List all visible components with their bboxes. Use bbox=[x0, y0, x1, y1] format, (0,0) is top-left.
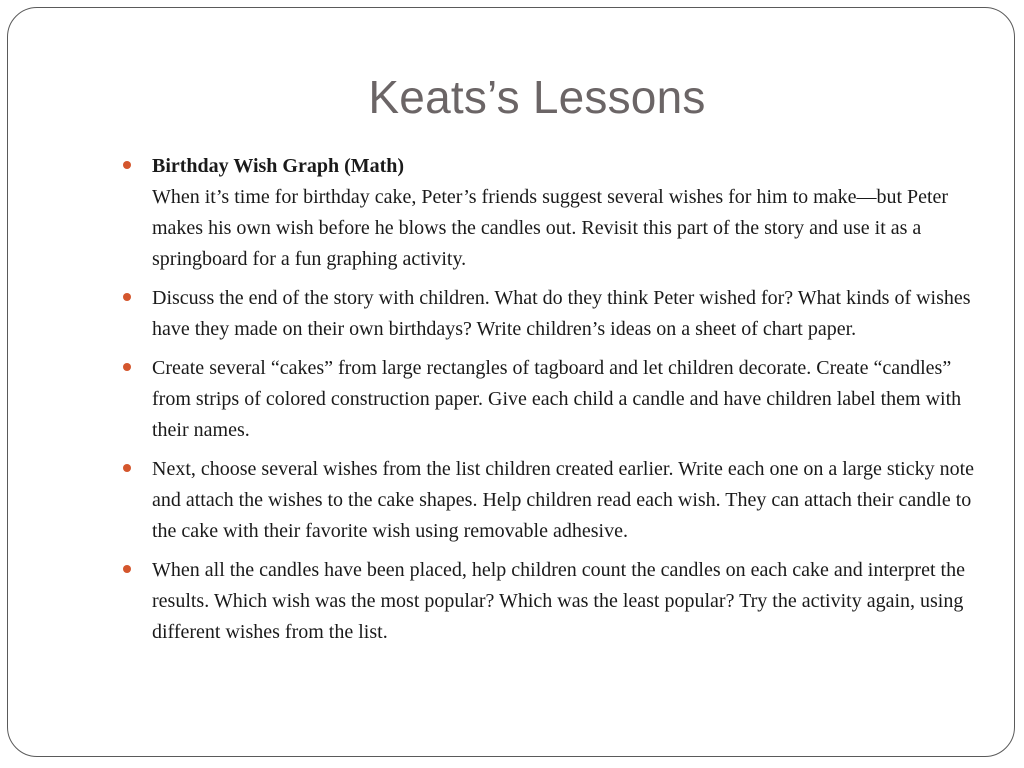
bullet-dot-icon bbox=[123, 363, 131, 371]
bullet-item bbox=[121, 353, 981, 446]
bullet-dot-icon bbox=[123, 161, 131, 169]
bullet-item bbox=[121, 283, 981, 345]
bullet-list bbox=[121, 151, 981, 656]
bullet-text: Next, choose several wishes from the list children created earlier. Write each one on a large sticky note and attach the wishes to the cake shapes. Help children read each wish. They can attach their candle to the cake with their favorite wish using removable adhesive. bbox=[152, 458, 975, 542]
bullet-heading: Birthday Wish Graph (Math) bbox=[152, 155, 405, 177]
bullet-text: Discuss the end of the story with children. What do they think Peter wished for? What kinds of wishes have they made on their own birthdays? Write children’s ideas on a sheet of chart paper. bbox=[152, 287, 971, 340]
slide-title: Keats’s Lessons bbox=[368, 71, 706, 123]
bullet-item bbox=[121, 151, 981, 275]
bullet-text: When all the candles have been placed, help children count the candles on each cake and interpret the results. Which wish was the most popular? Which was the least popular? Try the activity again, using different wishes from the list. bbox=[152, 559, 965, 643]
bullet-text: Create several “cakes” from large rectangles of tagboard and let children decorate. Create “candles” from strips of colored construction paper. Give each child a candle and have children label them with their names. bbox=[152, 357, 962, 441]
bullet-dot-icon bbox=[123, 565, 131, 573]
bullet-item bbox=[121, 454, 981, 547]
bullet-dot-icon bbox=[123, 293, 131, 301]
bullet-item bbox=[121, 555, 981, 648]
bullet-dot-icon bbox=[123, 464, 131, 472]
slide-frame bbox=[7, 7, 1015, 757]
bullet-text: When it’s time for birthday cake, Peter’s friends suggest several wishes for him to make—but Peter makes his own wish before he blows the candles out. Revisit this part of the story and use it as a springboard for a fun graphing activity. bbox=[152, 186, 949, 270]
